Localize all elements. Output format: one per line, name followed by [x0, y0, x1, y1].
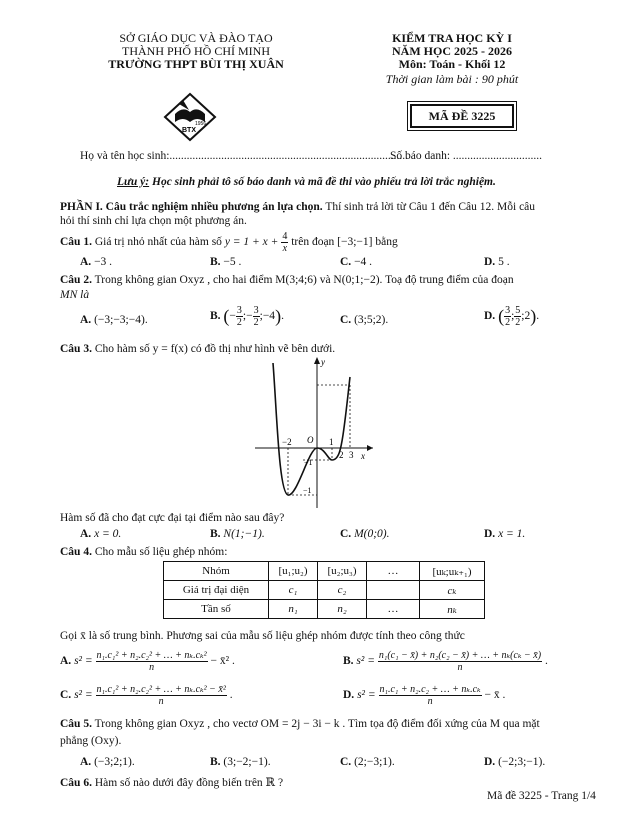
table-row: Giá trị đại diện c₁ c₂ cₖ — [164, 581, 485, 600]
q1-func: y = 1 + x + — [224, 236, 279, 249]
part1-intro — [60, 201, 535, 213]
q1-label: Câu 1. — [60, 236, 92, 249]
function-curve — [273, 363, 350, 495]
q4-option-d[interactable]: D. s² = $\frac{\text{n₁.c₁ + n₂.c₂ + … + nₖ.cₖ}}{n}$ − x̄ . — [343, 684, 506, 707]
q4-option-a[interactable]: A. s² = $\frac{\text{n₁.c₁² + n₂.c₂² + … + nₖ.cₖ²}}{n}$ − x̄² . — [60, 650, 235, 673]
origin-label: O — [307, 435, 314, 445]
q1-option-a[interactable]: A. −3 . — [80, 256, 113, 268]
q1-interval: [−3;−1] — [337, 236, 373, 249]
exam-title: KIỂM TRA HỌC KỲ I — [392, 31, 512, 45]
question-3 — [60, 343, 335, 355]
frequency-table — [163, 561, 485, 619]
question-5 — [60, 718, 540, 730]
q4-option-b[interactable]: B. s² = $\frac{\text{n₁(c₁ − x̄) + n₂(c₂ − x̄) + … + nₖ(cₖ − x̄)}}{n}$ . — [343, 650, 548, 673]
q2-option-a[interactable]: A. (−3;−3;−4). — [80, 314, 148, 326]
tick-m1b: −1 — [303, 486, 312, 495]
q4-option-c[interactable]: C. s² = $\frac{\text{n₁.c₁² + n₂.c₂² + … + nₖ.cₖ² − x̄²}}{n}$ . — [60, 684, 233, 707]
tick-m1a: −1 — [304, 458, 313, 467]
subject-line: Môn: Toán - Khối 12 — [398, 57, 506, 71]
q4-text: Cho mẫu số liệu ghép nhóm: — [94, 546, 228, 558]
y-label: y — [321, 357, 325, 367]
q3-option-d[interactable]: D. x = 1. — [484, 528, 526, 540]
q2-option-d[interactable]: D. ( $\frac{3}{2}$ ; $\frac{5}{2}$ ;2). — [484, 305, 540, 328]
q5-label: Câu 5. — [60, 718, 92, 730]
q2-label: Câu 2. — [60, 274, 92, 286]
q4-question: Gọi x̄ là số trung bình. Phương sai của mẫu số liệu ghép nhóm được tính theo công thức — [60, 630, 465, 642]
q5-text2: phẳng (Oxy). — [60, 735, 122, 747]
exam-time: Thời gian làm bài : 90 phút — [385, 72, 519, 86]
q5-text: Trong không gian Oxyz , cho vectơ OM = 2j − 3i − k . Tìm tọa độ điểm đối xứng của M qua mặt — [94, 718, 540, 730]
exam-code-box: MÃ ĐỀ 3225 — [410, 104, 514, 128]
q2-option-c[interactable]: C. (3;5;2). — [340, 314, 389, 326]
table-row: Nhóm [u₁;u₂) [u₂;u₃) … [uₖ;uₖ₊₁) — [164, 562, 485, 581]
q1-option-b[interactable]: B. −5 . — [210, 256, 242, 268]
student-id-field: Số báo danh: ............................... — [390, 150, 543, 162]
q6-label: Câu 6. — [60, 777, 92, 789]
q5-option-a[interactable]: A. (−3;2;1). — [80, 756, 135, 768]
school-name: TRƯỜNG THPT BÙI THỊ XUÂN — [108, 57, 284, 71]
part1-line1: Thí sinh trả lời từ Câu 1 đến Câu 12. Mỗi câu — [322, 201, 536, 213]
q1-text-c: bằng — [375, 236, 398, 249]
question-6 — [60, 775, 283, 789]
q5-option-c[interactable]: C. (2;−3;1). — [340, 756, 395, 768]
tick-2: 2 — [339, 450, 344, 460]
q3-text: Cho hàm số y = f(x) có đồ thị như hình vẽ bên dưới. — [94, 343, 336, 355]
q2-text: Trong không gian Oxyz , cho hai điểm M(3;4;6) và N(0;1;−2). Toạ độ trung điểm của đoạn — [94, 274, 514, 286]
tick-3: 3 — [349, 450, 354, 460]
question-2 — [60, 274, 514, 286]
q4-label: Câu 4. — [60, 546, 92, 558]
note-label: Lưu ý: — [117, 176, 150, 188]
page-footer: Mã đề 3225 - Trang 1/4 — [487, 790, 596, 802]
q6-text: Hàm số nào dưới đây đồng biến trên ℝ ? — [94, 777, 284, 789]
q3-option-a[interactable]: A. x = 0. — [80, 528, 122, 540]
q3-question: Hàm số đã cho đạt cực đại tại điểm nào sau đây? — [60, 512, 285, 524]
school-year: NĂM HỌC 2025 - 2026 — [392, 44, 512, 58]
q2-text2: MN là — [60, 289, 90, 301]
q3-graph — [255, 355, 375, 510]
school-logo — [163, 92, 217, 142]
note-text: Học sinh phải tô số báo danh và mã đề thi vào phiếu trả lời trắc nghiệm. — [152, 176, 496, 188]
part1-title: PHẦN I. Câu trắc nghiệm nhiều phương án lựa chọn. — [60, 201, 323, 213]
note — [117, 176, 496, 188]
q1-text-b: trên đoạn — [291, 236, 335, 249]
q3-option-b[interactable]: B. N(1;−1). — [210, 528, 265, 540]
logo-text: BTX — [182, 127, 196, 134]
table-row: Tần số n₁ n₂ … nₖ — [164, 600, 485, 619]
q5-option-d[interactable]: D. (−2;3;−1). — [484, 756, 546, 768]
logo-year: 1956 — [195, 121, 207, 127]
question-1 — [60, 231, 398, 254]
tick-m2: −2 — [282, 437, 292, 447]
tick-1: 1 — [329, 437, 334, 447]
q3-label: Câu 3. — [60, 343, 92, 355]
q2-option-b[interactable]: B. (− $\frac{3}{2}$ ;− $\frac{3}{2}$ ;−4). — [210, 305, 284, 328]
question-4 — [60, 546, 227, 558]
part1-line2: hỏi thí sinh chỉ lựa chọn một phương án. — [60, 215, 247, 227]
q1-fraction: $\frac{4}{x}$ — [282, 231, 288, 254]
city-line: THÀNH PHỐ HỒ CHÍ MINH — [122, 44, 270, 58]
department-line: SỞ GIÁO DỤC VÀ ĐÀO TẠO — [119, 31, 273, 45]
q5-option-b[interactable]: B. (3;−2;−1). — [210, 756, 271, 768]
q3-option-c[interactable]: C. M(0;0). — [340, 528, 390, 540]
q1-text-a: Giá trị nhỏ nhất của hàm số — [94, 236, 222, 249]
student-name-field: Họ và tên học sinh:................................................................................... — [80, 150, 409, 162]
school-header — [86, 32, 306, 71]
x-label: x — [361, 451, 365, 461]
q1-option-c[interactable]: C. −4 . — [340, 256, 373, 268]
q1-option-d[interactable]: D. 5 . — [484, 256, 510, 268]
exam-header — [372, 32, 532, 71]
